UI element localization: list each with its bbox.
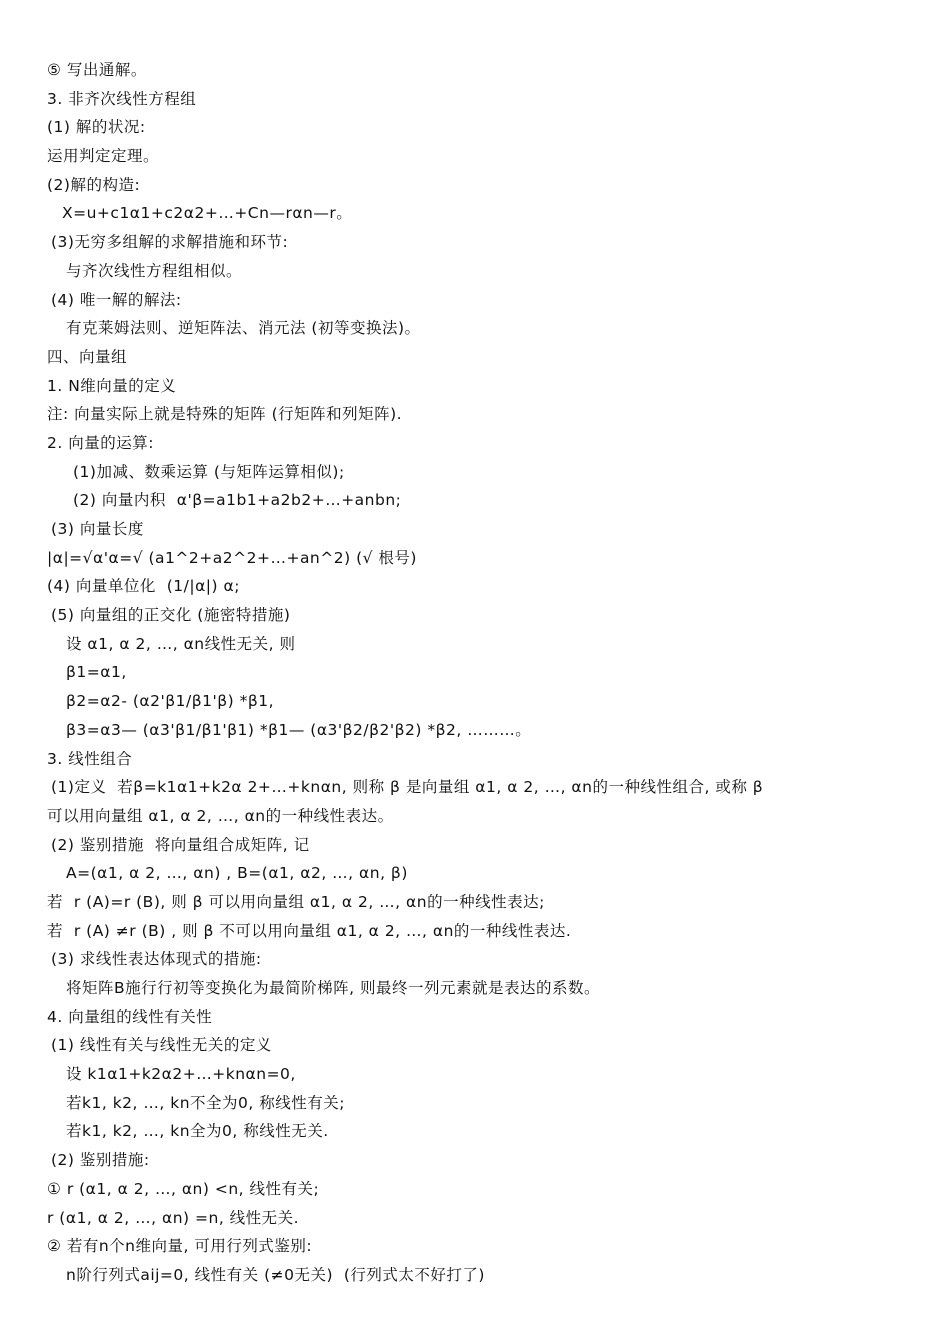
text-line: 若k1, k2, …, kn不全为0, 称线性有关; — [66, 1093, 345, 1112]
formula-line: β1=α1, — [66, 663, 127, 682]
section-heading: 1. N维向量的定义 — [47, 376, 177, 395]
text-line: ⑤ 写出通解。 — [47, 61, 147, 79]
section-heading: 2. 向量的运算: — [47, 433, 154, 452]
text-line: r (α1, α 2, …, αn) =n, 线性无关. — [47, 1208, 300, 1227]
text-line: (1)定义 若β=k1α1+k2α 2+…+knαn, 则称 β 是向量组 α1, α 2, …, αn的一种线性组合, 或称 β — [51, 778, 764, 797]
text-line: 注: 向量实际上就是特殊的矩阵 (行矩阵和列矩阵). — [47, 405, 403, 424]
section-heading: 四、向量组 — [47, 347, 128, 366]
formula-line: (4) 向量单位化 (1/|α|) α; — [47, 577, 240, 596]
text-line: (3) 向量长度 — [51, 520, 144, 538]
formula-line: (2) 向量内积 α'β=a1b1+a2b2+…+anbn; — [73, 491, 402, 510]
text-line: (1)加减、数乘运算 (与矩阵运算相似); — [73, 462, 345, 481]
text-line: (1) 解的状况: — [47, 118, 146, 137]
text-line: 有克莱姆法则、逆矩阵法、消元法 (初等变换法)。 — [66, 319, 421, 338]
section-heading: 4. 向量组的线性有关性 — [47, 1007, 213, 1026]
text-line: 与齐次线性方程组相似。 — [66, 261, 243, 280]
text-line: ② 若有n个n维向量, 可用行列式鉴别: — [47, 1237, 313, 1256]
text-line: 可以用向量组 α1, α 2, …, αn的一种线性表达。 — [47, 806, 394, 825]
formula-line: |α|=√α'α=√ (a1^2+a2^2+…+an^2) (√ 根号) — [47, 548, 417, 567]
text-line: (4) 唯一解的解法: — [51, 290, 182, 309]
formula-line: A=(α1, α 2, …, αn) , B=(α1, α2, …, αn, β) — [66, 864, 408, 883]
text-line: 将矩阵B施行行初等变换化为最简阶梯阵, 则最终一列元素就是表达的系数。 — [66, 979, 600, 997]
section-heading: 3. 非齐次线性方程组 — [47, 89, 197, 108]
text-line: (1) 线性有关与线性无关的定义 — [51, 1036, 272, 1055]
text-line: ① r (α1, α 2, …, αn) <n, 线性有关; — [47, 1179, 320, 1198]
formula-line: β2=α2- (α2'β1/β1'β) *β1, — [66, 692, 275, 711]
text-line: (3)无穷多组解的求解措施和环节: — [51, 233, 289, 252]
formula-line: 设 k1α1+k2α2+…+knαn=0, — [66, 1065, 296, 1084]
text-line: (3) 求线性表达体现式的措施: — [51, 950, 262, 969]
text-line: 若k1, k2, …, kn全为0, 称线性无关. — [66, 1122, 329, 1141]
text-line: 运用判定定理。 — [47, 147, 160, 166]
formula-line: X=u+c1α1+c2α2+…+Cn—rαn—r。 — [62, 204, 353, 223]
text-line: 设 α1, α 2, …, αn线性无关, 则 — [66, 634, 296, 653]
text-line: (2) 鉴别措施 将向量组合成矩阵, 记 — [51, 835, 310, 854]
section-heading: 3. 线性组合 — [47, 749, 133, 768]
text-line: (2)解的构造: — [47, 175, 141, 194]
formula-line: β3=α3— (α3'β1/β1'β1) *β1— (α3'β2/β2'β2) *β2, ………。 — [66, 720, 532, 739]
text-line: 若 r (A) ≠r (B) , 则 β 不可以用向量组 α1, α 2, …, αn的一种线性表达. — [47, 921, 572, 940]
text-line: 若 r (A)=r (B), 则 β 可以用向量组 α1, α 2, …, αn的一种线性表达; — [47, 892, 545, 911]
document-body — [0, 56, 950, 1290]
text-line: (2) 鉴别措施: — [51, 1151, 150, 1170]
text-line: (5) 向量组的正交化 (施密特措施) — [51, 606, 291, 625]
text-line: n阶行列式aij=0, 线性有关 (≠0无关) (行列式太不好打了) — [66, 1265, 485, 1284]
